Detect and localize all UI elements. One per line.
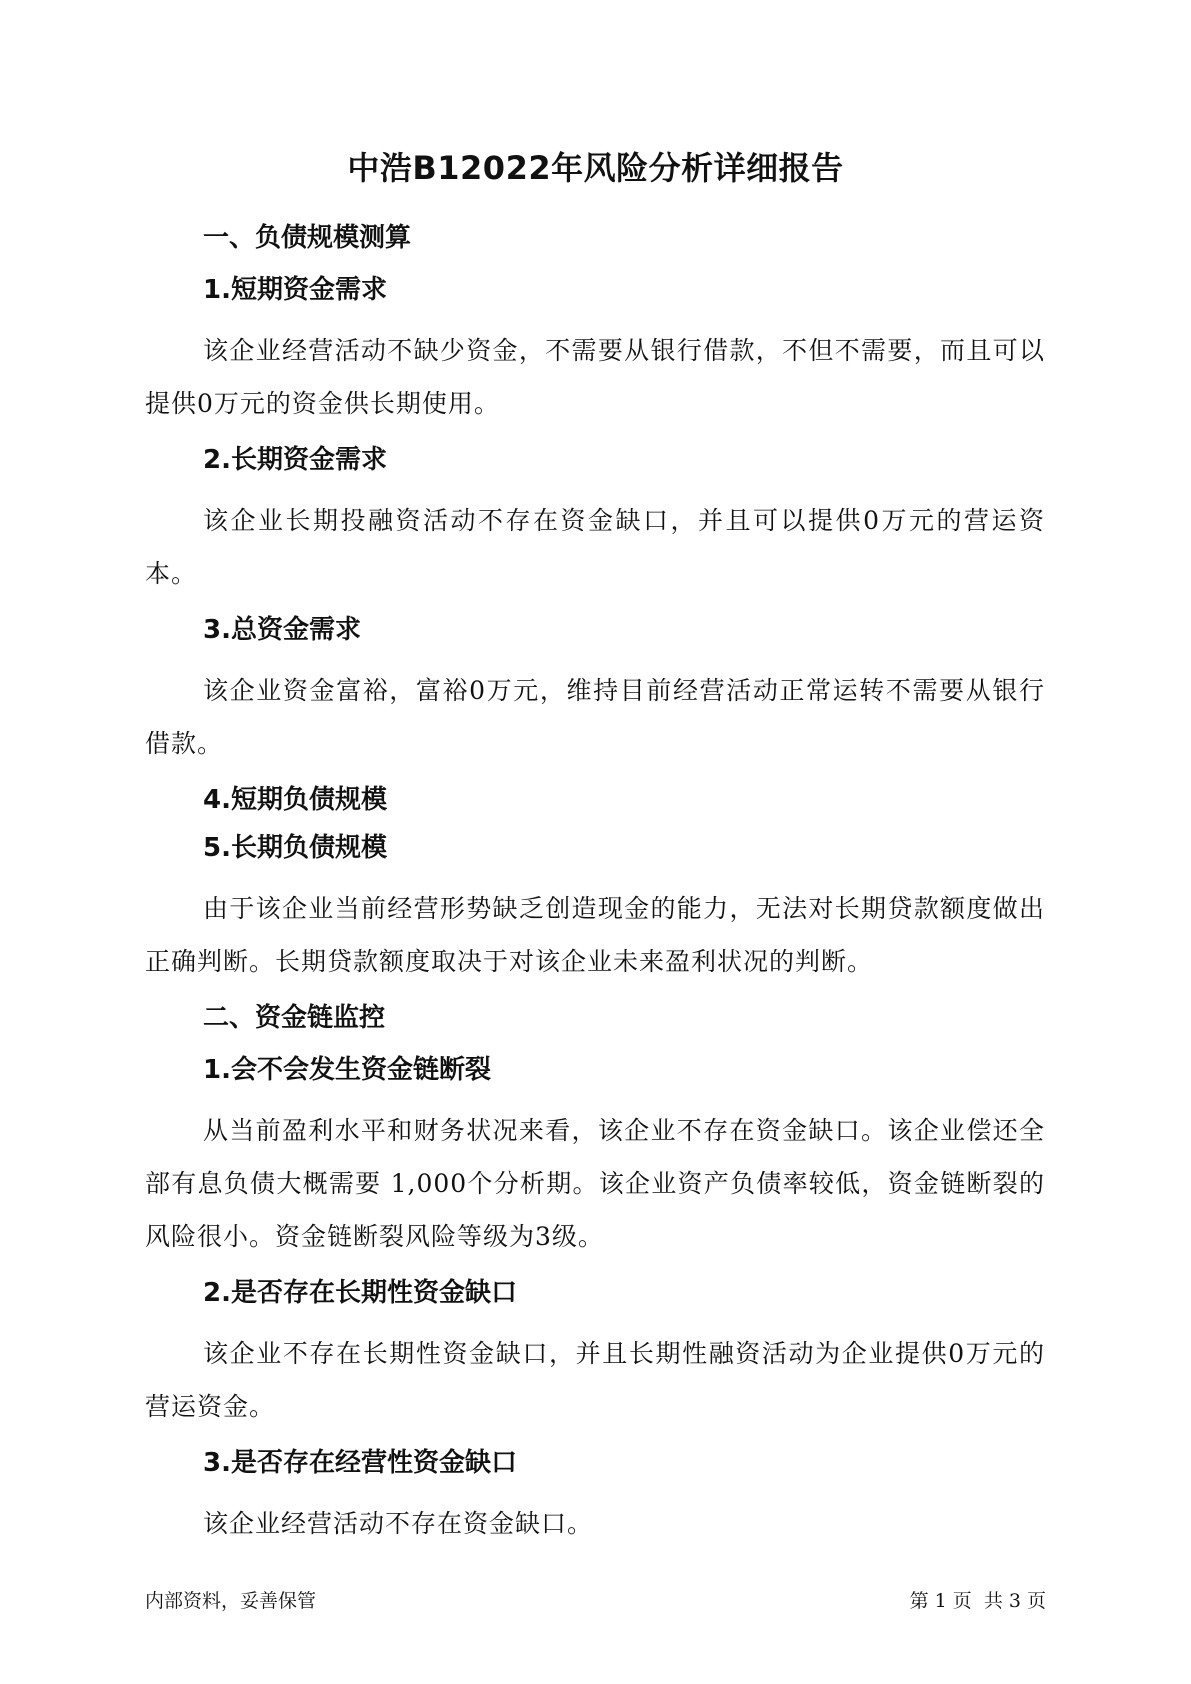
subsection-heading-total-funding: 3.总资金需求 xyxy=(203,615,361,645)
subsection-heading-chain-break: 1.会不会发生资金链断裂 xyxy=(203,1055,491,1085)
section-heading-debt-scale: 一、负债规模测算 xyxy=(203,223,412,253)
paragraph-chain-break: 从当前盈利水平和财务状况来看，该企业不存在资金缺口。该企业偿还全部有息负债大概需要 1,000个分析期。该企业资产负债率较低，资金链断裂的风险很小。资金链断裂风险等级为3级。 xyxy=(145,1116,1045,1251)
document-body xyxy=(145,220,1045,1562)
paragraph-total-funding: 该企业资金富裕，富裕0万元，维持目前经营活动正常运转不需要从银行借款。 xyxy=(145,676,1045,758)
paragraph-operating-gap: 该企业经营活动不存在资金缺口。 xyxy=(203,1509,594,1538)
section-heading-capital-chain: 二、资金链监控 xyxy=(203,1003,386,1033)
subsection-heading-long-term-gap: 2.是否存在长期性资金缺口 xyxy=(203,1278,517,1308)
subsection-heading-short-term-funding: 1.短期资金需求 xyxy=(203,275,387,305)
subsection-heading-short-term-debt: 4.短期负债规模 xyxy=(203,785,387,815)
paragraph-long-term-funding: 该企业长期投融资活动不存在资金缺口，并且可以提供0万元的营运资本。 xyxy=(145,506,1045,588)
document-title: 中浩B12022年风险分析详细报告 xyxy=(347,149,844,187)
subsection-heading-long-term-funding: 2.长期资金需求 xyxy=(203,445,387,475)
subsection-heading-long-term-debt: 5.长期负债规模 xyxy=(203,833,387,863)
footer-page-number: 第 1 页 共 3 页 xyxy=(909,1590,1046,1612)
subsection-heading-operating-gap: 3.是否存在经营性资金缺口 xyxy=(203,1448,517,1478)
paragraph-long-term-gap: 该企业不存在长期性资金缺口，并且长期性融资活动为企业提供0万元的营运资金。 xyxy=(145,1339,1045,1421)
paragraph-short-term-funding: 该企业经营活动不缺少资金，不需要从银行借款，不但不需要，而且可以提供0万元的资金供长期使用。 xyxy=(145,336,1045,418)
paragraph-long-term-debt: 由于该企业当前经营形势缺乏创造现金的能力，无法对长期贷款额度做出正确判断。长期贷款额度取决于对该企业未来盈利状况的判断。 xyxy=(145,894,1045,976)
footer-confidentiality-note: 内部资料，妥善保管 xyxy=(145,1590,317,1612)
